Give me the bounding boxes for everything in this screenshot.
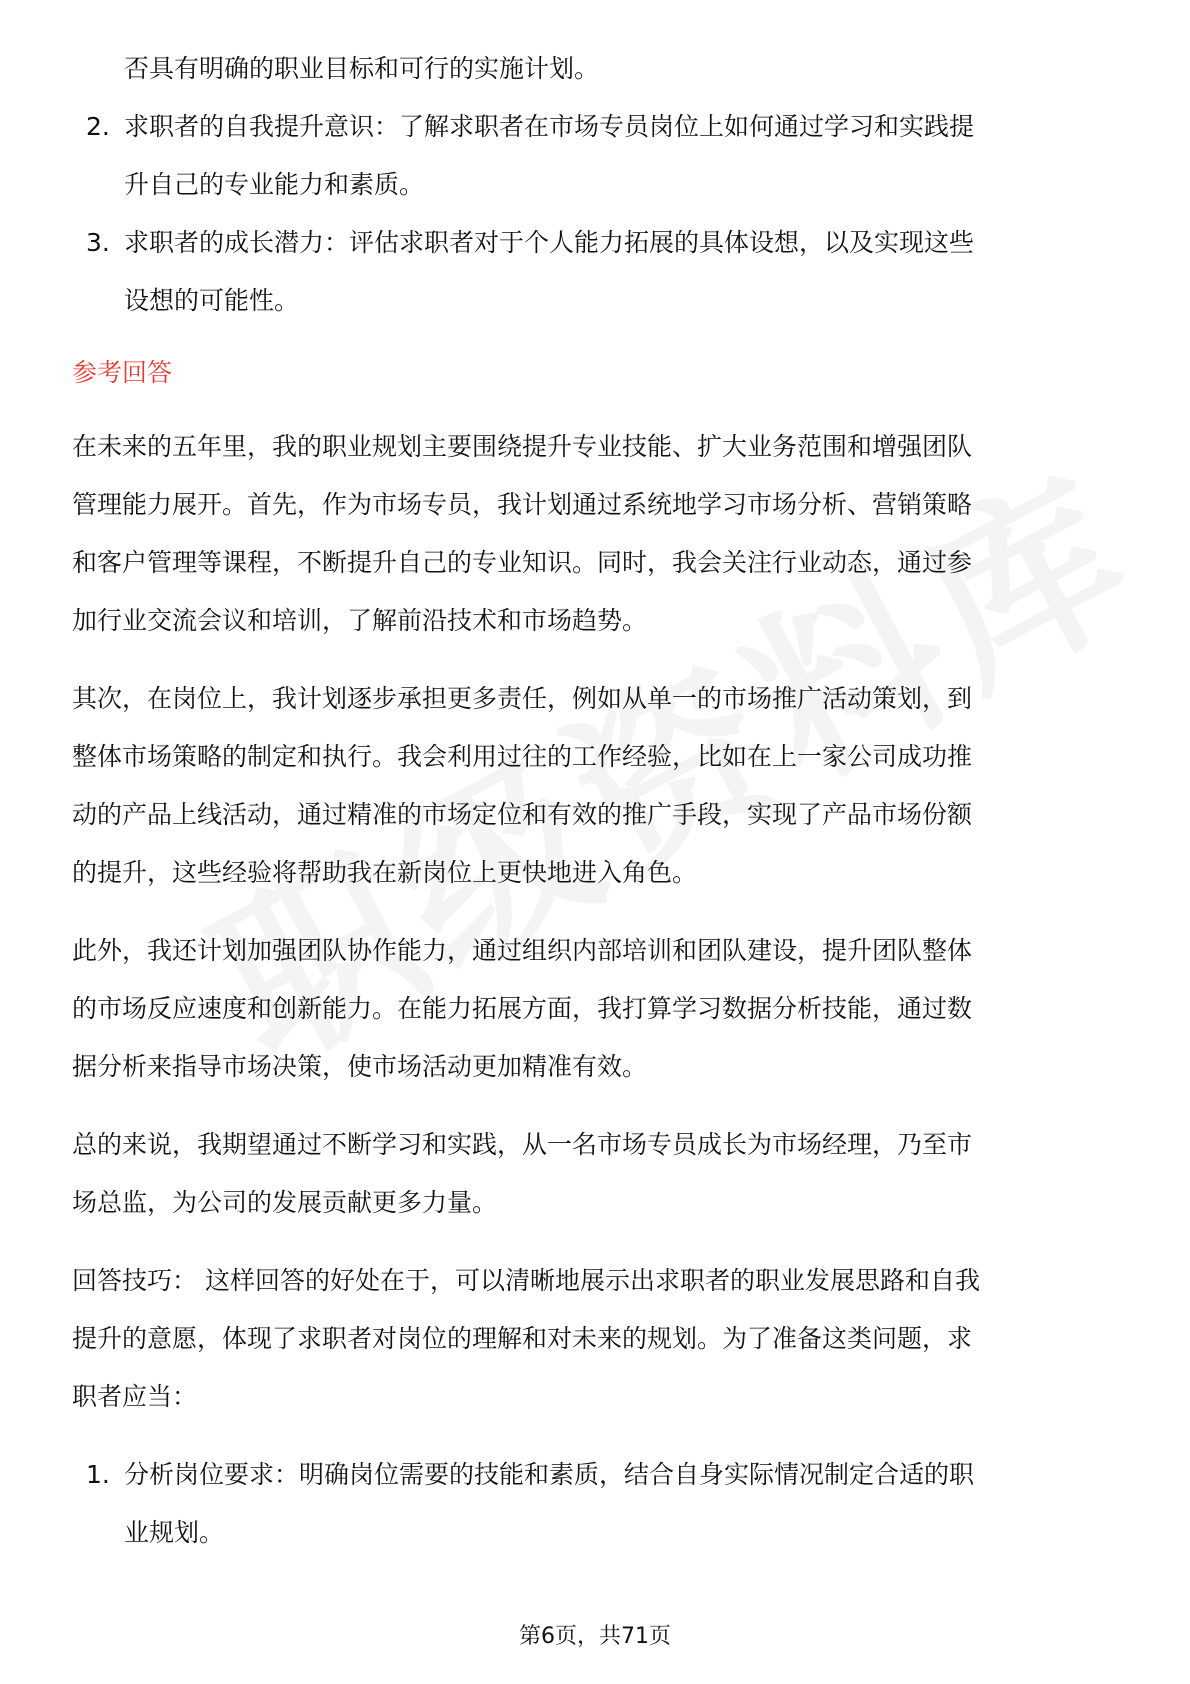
paragraph-line: 动的产品上线活动，通过精准的市场定位和有效的推广手段，实现了产品市场份额: [72, 800, 973, 829]
list-item: [72, 214, 1122, 330]
list-line: 分析岗位要求：明确岗位需要的技能和素质，结合自身实际情况制定合适的职: [124, 1460, 975, 1489]
page-content: [72, 40, 1122, 1562]
list-line: 升自己的专业能力和素质。: [124, 170, 425, 199]
paragraph-line: 提升的意愿，体现了求职者对岗位的理解和对未来的规划。为了准备这类问题，求: [72, 1324, 973, 1353]
list-number: 3.: [86, 228, 110, 257]
paragraph-line: 加行业交流会议和培训，了解前沿技术和市场趋势。: [72, 606, 648, 635]
list-line: 设想的可能性。: [124, 286, 300, 315]
paragraph-line: 此外，我还计划加强团队协作能力，通过组织内部培训和团队建设，提升团队整体: [72, 936, 973, 965]
list-line: 业规划。: [124, 1518, 225, 1547]
tips-list: [72, 1446, 1122, 1562]
paragraph-line: 和客户管理等课程，不断提升自己的专业知识。同时，我会关注行业动态，通过参: [72, 548, 973, 577]
answer-paragraph-1: [72, 418, 1122, 650]
paragraph-line: 场总监，为公司的发展贡献更多力量。: [72, 1188, 498, 1217]
answer-tips-paragraph: [72, 1252, 1122, 1426]
paragraph-line: 总的来说，我期望通过不断学习和实践，从一名市场专员成长为市场经理，乃至市: [72, 1130, 973, 1159]
paragraph-line: 回答技巧： 这样回答的好处在于，可以清晰地展示出求职者的职业发展思路和自我: [72, 1266, 980, 1295]
paragraph-line: 的提升，这些经验将帮助我在新岗位上更快地进入角色。: [72, 858, 698, 887]
paragraph-line: 在未来的五年里，我的职业规划主要围绕提升专业技能、扩大业务范围和增强团队: [72, 432, 973, 461]
paragraph-line: 其次，在岗位上，我计划逐步承担更多责任，例如从单一的市场推广活动策划，到: [72, 684, 973, 713]
list-line: 求职者的自我提升意识：了解求职者在市场专员岗位上如何通过学习和实践提: [124, 112, 975, 141]
paragraph-line: 整体市场策略的制定和执行。我会利用过往的工作经验，比如在上一家公司成功推: [72, 742, 973, 771]
list-line: 求职者的成长潜力：评估求职者对于个人能力拓展的具体设想，以及实现这些: [124, 228, 975, 257]
paragraph-line: 管理能力展开。首先，作为市场专员，我计划通过系统地学习市场分析、营销策略: [72, 490, 973, 519]
list-number: 1.: [86, 1460, 110, 1489]
list-item: [72, 40, 1122, 98]
answer-paragraph-3: [72, 922, 1122, 1096]
section-heading: 参考回答: [72, 358, 173, 387]
list-line: 否具有明确的职业目标和可行的实施计划。: [124, 54, 600, 83]
page-footer: 第6页，共71页: [519, 1624, 671, 1649]
list-item: [72, 98, 1122, 214]
list-item: [72, 1446, 1122, 1562]
list-number: 2.: [86, 112, 110, 141]
paragraph-line: 的市场反应速度和创新能力。在能力拓展方面，我打算学习数据分析技能，通过数: [72, 994, 973, 1023]
answer-paragraph-2: [72, 670, 1122, 902]
paragraph-line: 据分析来指导市场决策，使市场活动更加精准有效。: [72, 1052, 648, 1081]
paragraph-line: 职者应当：: [72, 1382, 198, 1411]
answer-paragraph-4: [72, 1116, 1122, 1232]
criteria-list: [72, 40, 1122, 330]
